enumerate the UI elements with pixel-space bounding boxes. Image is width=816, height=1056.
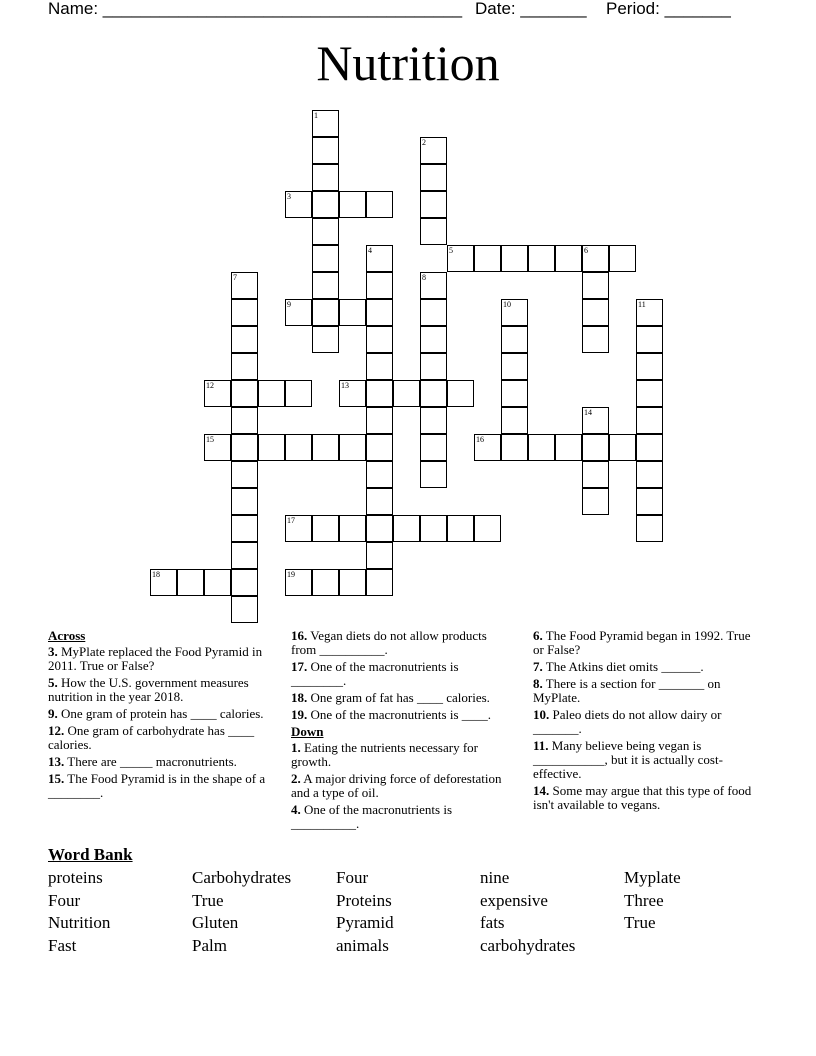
clue-text: Eating the nutrients necessary for growth.: [291, 740, 478, 769]
clue-text: The Food Pyramid began in 1992. True or False?: [533, 628, 751, 657]
word-bank-item: Nutrition: [48, 913, 111, 932]
page-title: Nutrition: [316, 35, 500, 91]
grid-cell[interactable]: [366, 380, 393, 407]
clue-number: 17.: [291, 659, 308, 674]
clue-text: One gram of fat has ____ calories.: [307, 690, 490, 705]
clue-number: 13: [341, 381, 349, 390]
clue-number: 5: [449, 246, 453, 255]
name-field[interactable]: Name: ______________________________________: [48, 0, 463, 18]
clue: [533, 739, 753, 781]
grid-cell[interactable]: [636, 299, 663, 326]
grid-cell[interactable]: [258, 380, 285, 407]
grid-cell[interactable]: [366, 434, 393, 461]
grid-cell[interactable]: [231, 542, 258, 569]
grid-cell[interactable]: [420, 191, 447, 218]
grid-cell[interactable]: [393, 380, 420, 407]
grid-cell[interactable]: [474, 434, 501, 461]
clues-column-3: [533, 629, 753, 815]
grid-cell[interactable]: [582, 434, 609, 461]
grid-cell[interactable]: [339, 380, 366, 407]
grid-cell[interactable]: [231, 515, 258, 542]
clue-number: 8: [422, 273, 426, 282]
grid-cell[interactable]: [420, 272, 447, 299]
clue-number: 7.: [533, 659, 543, 674]
clue-text: Many believe being vegan is ___________, but it is actually cost-effective.: [533, 738, 723, 781]
grid-cell[interactable]: [231, 488, 258, 515]
clue: [291, 741, 513, 769]
across-clue-list-continued: [291, 629, 513, 722]
grid-cell[interactable]: [231, 353, 258, 380]
grid-cell[interactable]: [285, 191, 312, 218]
grid-cell[interactable]: [636, 326, 663, 353]
clue-number: 18.: [291, 690, 308, 705]
word-bank-item: True: [192, 891, 224, 910]
word-bank-item: Carbohydrates: [192, 868, 292, 887]
grid-cell[interactable]: [420, 407, 447, 434]
grid-cell[interactable]: [312, 137, 339, 164]
grid-cell[interactable]: [609, 434, 636, 461]
grid-cell[interactable]: [636, 434, 663, 461]
grid-cell[interactable]: [339, 191, 366, 218]
clue-text: MyPlate replaced the Food Pyramid in 2011. True or False?: [48, 644, 263, 673]
clue-text: The Food Pyramid is in the shape of a ________.: [48, 771, 266, 800]
clue: [48, 755, 270, 769]
clue: [48, 645, 270, 673]
clue-text: The Atkins diet omits ______.: [542, 659, 704, 674]
grid-cell[interactable]: [501, 380, 528, 407]
grid-cell[interactable]: [339, 434, 366, 461]
clue-number: 16: [476, 435, 484, 444]
grid-cell[interactable]: [366, 461, 393, 488]
grid-cell[interactable]: [636, 515, 663, 542]
clue-number: 11.: [533, 738, 549, 753]
grid-cell[interactable]: [366, 326, 393, 353]
grid-cell[interactable]: [420, 380, 447, 407]
grid-cell[interactable]: [366, 515, 393, 542]
grid-cell[interactable]: [636, 407, 663, 434]
clue-number: 12: [206, 381, 214, 390]
grid-cell[interactable]: [231, 434, 258, 461]
clue: [48, 724, 270, 752]
word-bank-item: Palm: [192, 936, 227, 955]
grid-cell[interactable]: [393, 515, 420, 542]
word-bank-item: proteins: [48, 868, 103, 887]
clue-number: 6: [584, 246, 588, 255]
grid-cell[interactable]: [474, 515, 501, 542]
grid-cell[interactable]: [204, 569, 231, 596]
word-bank-item: Four: [336, 868, 369, 887]
word-bank-item: Fast: [48, 936, 77, 955]
clue-text: How the U.S. government measures nutrition in the year 2018.: [48, 675, 249, 704]
clue-number: 9: [287, 300, 291, 309]
word-bank-item: carbohydrates: [480, 936, 576, 955]
clue-number: 12.: [48, 723, 65, 738]
grid-cell[interactable]: [231, 569, 258, 596]
word-bank-item: Three: [624, 891, 664, 910]
grid-cell[interactable]: [231, 299, 258, 326]
grid-cell[interactable]: [501, 299, 528, 326]
grid-cell[interactable]: [636, 461, 663, 488]
grid-cell[interactable]: [420, 515, 447, 542]
clue-text: One gram of carbohydrate has ____ calories.: [48, 723, 255, 752]
clue-text: Paleo diets do not allow dairy or _______.: [533, 707, 722, 736]
grid-cell[interactable]: [501, 245, 528, 272]
grid-cell[interactable]: [231, 326, 258, 353]
grid-cell[interactable]: [447, 380, 474, 407]
grid-cell[interactable]: [312, 515, 339, 542]
grid-cell[interactable]: [258, 434, 285, 461]
grid-cell[interactable]: [501, 434, 528, 461]
grid-cell[interactable]: [339, 299, 366, 326]
word-bank-item: Pyramid: [336, 913, 394, 932]
clue-number: 5.: [48, 675, 58, 690]
grid-cell[interactable]: [582, 461, 609, 488]
word-bank-item: Gluten: [192, 913, 239, 932]
clue: [533, 629, 753, 657]
clue: [48, 707, 270, 721]
clue: [48, 772, 270, 800]
grid-cell[interactable]: [312, 218, 339, 245]
grid-cell[interactable]: [312, 569, 339, 596]
grid-cell[interactable]: [501, 353, 528, 380]
grid-cell[interactable]: [231, 407, 258, 434]
clue: [291, 691, 513, 705]
grid-cell[interactable]: [420, 218, 447, 245]
grid-cell[interactable]: [312, 326, 339, 353]
clue-text: Vegan diets do not allow products from __________.: [291, 628, 487, 657]
clue-number: 1.: [291, 740, 301, 755]
clue-number: 6.: [533, 628, 543, 643]
clue-text: One of the macronutrients is ____.: [307, 707, 492, 722]
grid-cell[interactable]: [420, 434, 447, 461]
grid-cell[interactable]: [285, 380, 312, 407]
grid-cell[interactable]: [555, 434, 582, 461]
clue-number: 4.: [291, 802, 301, 817]
grid-cell[interactable]: [420, 164, 447, 191]
clue: [48, 676, 270, 704]
clue-number: 1: [314, 111, 318, 120]
down-heading: Down: [291, 724, 324, 739]
clue-number: 10: [503, 300, 511, 309]
clue-text: A major driving force of deforestation and a type of oil.: [291, 771, 502, 800]
grid-cell[interactable]: [285, 434, 312, 461]
grid-cell[interactable]: [582, 272, 609, 299]
grid-cell[interactable]: [339, 569, 366, 596]
clue-number: 19: [287, 570, 295, 579]
clue-number: 8.: [533, 676, 543, 691]
grid-cell[interactable]: [312, 434, 339, 461]
clue-text: There are _____ macronutrients.: [64, 754, 237, 769]
clue: [291, 660, 513, 688]
clue: [291, 803, 513, 831]
grid-cell[interactable]: [474, 245, 501, 272]
grid-cell[interactable]: [366, 299, 393, 326]
clue-number: 13.: [48, 754, 65, 769]
clue-number: 10.: [533, 707, 550, 722]
clue-number: 17: [287, 516, 295, 525]
grid-cell[interactable]: [285, 569, 312, 596]
across-heading: Across: [48, 628, 86, 643]
clue-number: 2.: [291, 771, 301, 786]
date-field[interactable]: Date: _______: [475, 0, 587, 18]
word-bank-title: Word Bank: [48, 845, 133, 864]
clue-text: Some may argue that this type of food isn't available to vegans.: [533, 783, 752, 812]
grid-cell[interactable]: [447, 245, 474, 272]
clue-number: 15: [206, 435, 214, 444]
grid-cell[interactable]: [528, 245, 555, 272]
grid-cell[interactable]: [609, 245, 636, 272]
word-bank-item: expensive: [480, 891, 548, 910]
clue-number: 16.: [291, 628, 308, 643]
clue-text: One of the macronutrients is __________.: [291, 802, 453, 831]
grid-cell[interactable]: [636, 488, 663, 515]
clue: [291, 772, 513, 800]
grid-cell[interactable]: [231, 596, 258, 623]
grid-cell[interactable]: [312, 164, 339, 191]
clue-number: 15.: [48, 771, 65, 786]
grid-cell[interactable]: [204, 380, 231, 407]
word-bank-item: animals: [336, 936, 389, 955]
grid-cell[interactable]: [285, 299, 312, 326]
clue: [533, 784, 753, 812]
grid-cell[interactable]: [420, 137, 447, 164]
clue-number: 4: [368, 246, 372, 255]
grid-cell[interactable]: [555, 245, 582, 272]
grid-cell[interactable]: [231, 272, 258, 299]
grid-cell[interactable]: [312, 191, 339, 218]
clue-number: 19.: [291, 707, 308, 722]
grid-cell[interactable]: [366, 191, 393, 218]
clue: [291, 708, 513, 722]
grid-cell[interactable]: [582, 488, 609, 515]
clue-number: 14: [584, 408, 592, 417]
grid-cell[interactable]: [366, 245, 393, 272]
grid-cell[interactable]: [636, 353, 663, 380]
clue: [533, 677, 753, 705]
grid-cell[interactable]: [204, 434, 231, 461]
clue-text: One gram of protein has ____ calories.: [57, 706, 264, 721]
clues-column-1: [48, 629, 270, 803]
clue-text: There is a section for _______ on MyPlate.: [533, 676, 721, 705]
grid-cell[interactable]: [312, 245, 339, 272]
grid-cell[interactable]: [312, 272, 339, 299]
clue-number: 9.: [48, 706, 58, 721]
grid-cell[interactable]: [231, 380, 258, 407]
grid-cell[interactable]: [312, 110, 339, 137]
grid-cell[interactable]: [420, 461, 447, 488]
grid-cell[interactable]: [150, 569, 177, 596]
clue-text: One of the macronutrients is ________.: [291, 659, 459, 688]
across-clue-list: [48, 645, 270, 800]
grid-cell[interactable]: [366, 542, 393, 569]
grid-cell[interactable]: [447, 515, 474, 542]
clue-number: 18: [152, 570, 160, 579]
clue: [533, 708, 753, 736]
grid-cell[interactable]: [285, 515, 312, 542]
down-clue-list: [291, 741, 513, 831]
grid-cell[interactable]: [177, 569, 204, 596]
clue-number: 2: [422, 138, 426, 147]
clue-number: 14.: [533, 783, 550, 798]
grid-cell[interactable]: [501, 407, 528, 434]
grid-cell[interactable]: [366, 353, 393, 380]
word-bank-item: Four: [48, 891, 81, 910]
grid-cell[interactable]: [366, 569, 393, 596]
word-bank-item: Myplate: [624, 868, 681, 887]
grid-cell[interactable]: [366, 407, 393, 434]
grid-cell[interactable]: [339, 515, 366, 542]
grid-cell[interactable]: [366, 488, 393, 515]
word-bank-item: Proteins: [336, 891, 392, 910]
clue: [533, 660, 753, 674]
grid-cell[interactable]: [231, 461, 258, 488]
down-clue-list-continued: [533, 629, 753, 812]
clue-number: 3.: [48, 644, 58, 659]
grid-cell[interactable]: [420, 353, 447, 380]
clue-number: 11: [638, 300, 646, 309]
word-bank-item: nine: [480, 868, 510, 887]
word-bank-item: fats: [480, 913, 505, 932]
grid-cell[interactable]: [582, 299, 609, 326]
grid-cell[interactable]: [420, 326, 447, 353]
clue: [291, 629, 513, 657]
grid-cell[interactable]: [312, 299, 339, 326]
grid-cell[interactable]: [582, 326, 609, 353]
clue-number: 7: [233, 273, 237, 282]
grid-cell[interactable]: [501, 326, 528, 353]
grid-cell[interactable]: [420, 299, 447, 326]
grid-cell[interactable]: [636, 380, 663, 407]
grid-cell[interactable]: [582, 407, 609, 434]
grid-cell[interactable]: [528, 434, 555, 461]
clues-column-2: [291, 629, 513, 834]
period-field[interactable]: Period: _______: [606, 0, 731, 18]
clue-number: 3: [287, 192, 291, 201]
word-bank-item: True: [624, 913, 656, 932]
grid-cell[interactable]: [366, 272, 393, 299]
grid-cell[interactable]: [582, 245, 609, 272]
